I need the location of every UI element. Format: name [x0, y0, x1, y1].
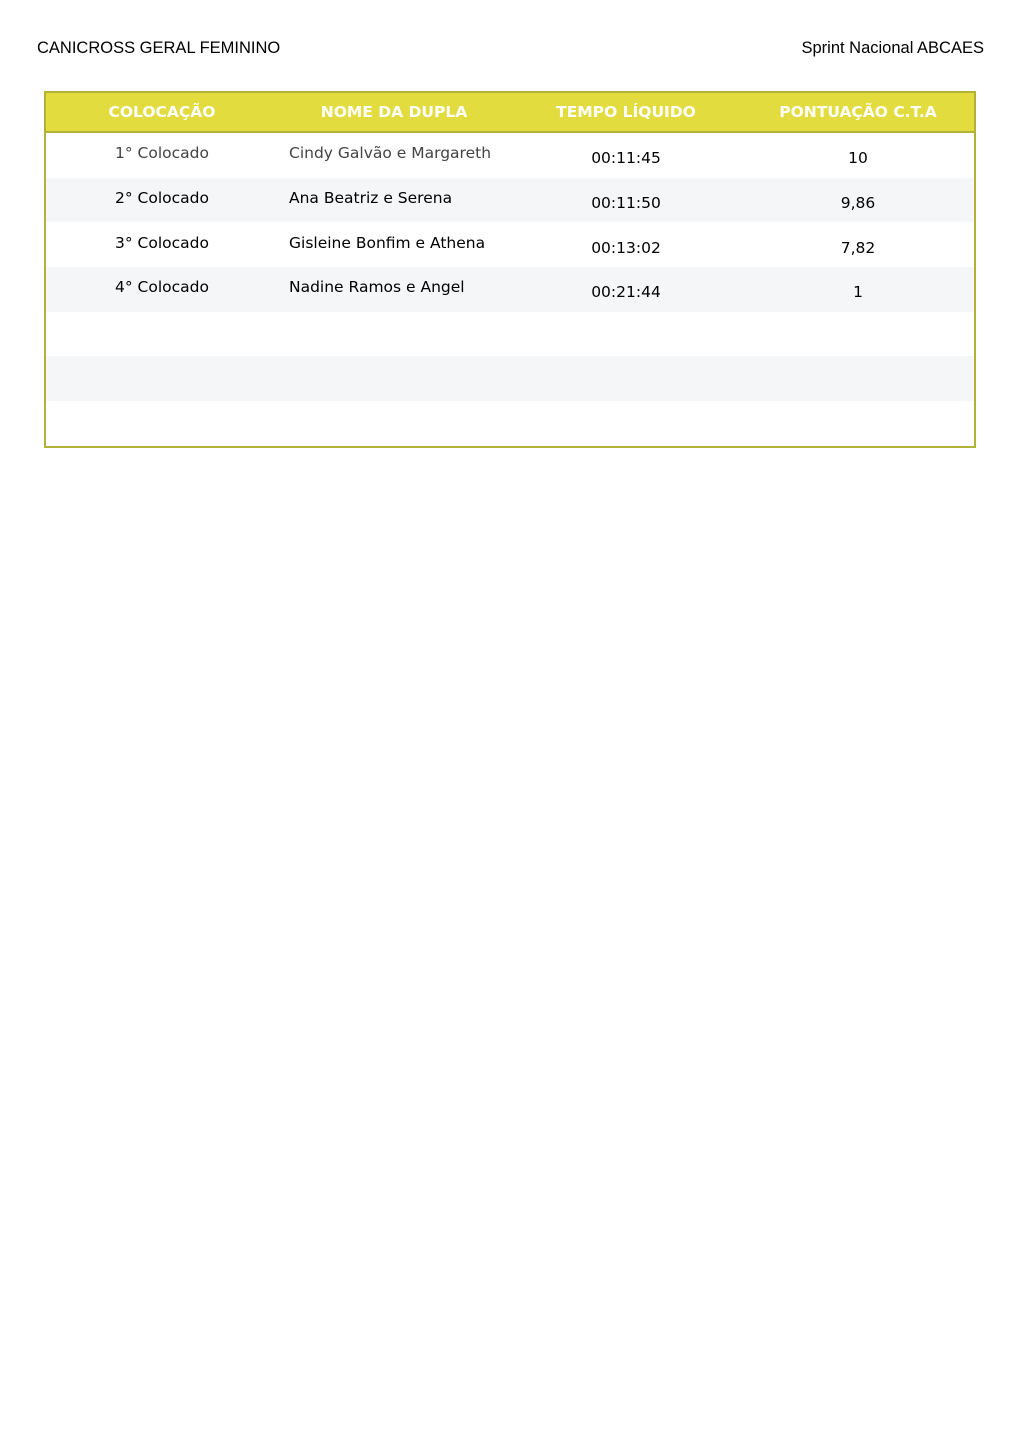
cell-points: [742, 356, 974, 401]
cell-time: [510, 401, 742, 446]
cell-name: Cindy Galvão e Margareth: [278, 132, 510, 178]
page-header: [37, 37, 984, 59]
column-header-name: NOME DA DUPLA: [278, 93, 510, 132]
cell-position: 2° Colocado: [46, 178, 278, 223]
cell-points: 7,82: [742, 222, 974, 267]
cell-position: [46, 312, 278, 357]
cell-name: [278, 312, 510, 357]
table-row: [46, 132, 974, 178]
cell-time: 00:21:44: [510, 267, 742, 312]
column-header-points: PONTUAÇÃO C.T.A: [742, 93, 974, 132]
cell-name: Gisleine Bonfim e Athena: [278, 222, 510, 267]
cell-time: 00:11:50: [510, 178, 742, 223]
cell-time: [510, 356, 742, 401]
cell-time: 00:13:02: [510, 222, 742, 267]
table-row: [46, 178, 974, 223]
cell-points: 1: [742, 267, 974, 312]
cell-points: 10: [742, 132, 974, 178]
cell-position: 3° Colocado: [46, 222, 278, 267]
results-table: [46, 93, 974, 446]
table-row-empty: [46, 356, 974, 401]
table-row: [46, 222, 974, 267]
cell-position: [46, 401, 278, 446]
column-header-position: COLOCAÇÃO: [46, 93, 278, 132]
category-title: CANICROSS GERAL FEMININO: [37, 38, 281, 57]
cell-time: 00:11:45: [510, 132, 742, 178]
cell-position: 1° Colocado: [46, 132, 278, 178]
cell-points: 9,86: [742, 178, 974, 223]
cell-points: [742, 401, 974, 446]
column-header-time: TEMPO LÍQUIDO: [510, 93, 742, 132]
cell-position: [46, 356, 278, 401]
cell-name: Ana Beatriz e Serena: [278, 178, 510, 223]
results-table-container: [44, 91, 976, 448]
cell-time: [510, 312, 742, 357]
table-row-empty: [46, 401, 974, 446]
table-row-empty: [46, 312, 974, 357]
table-header-row: [46, 93, 974, 132]
cell-name: Nadine Ramos e Angel: [278, 267, 510, 312]
cell-name: [278, 356, 510, 401]
table-row: [46, 267, 974, 312]
cell-name: [278, 401, 510, 446]
cell-position: 4° Colocado: [46, 267, 278, 312]
event-title: Sprint Nacional ABCAES: [801, 38, 984, 57]
cell-points: [742, 312, 974, 357]
